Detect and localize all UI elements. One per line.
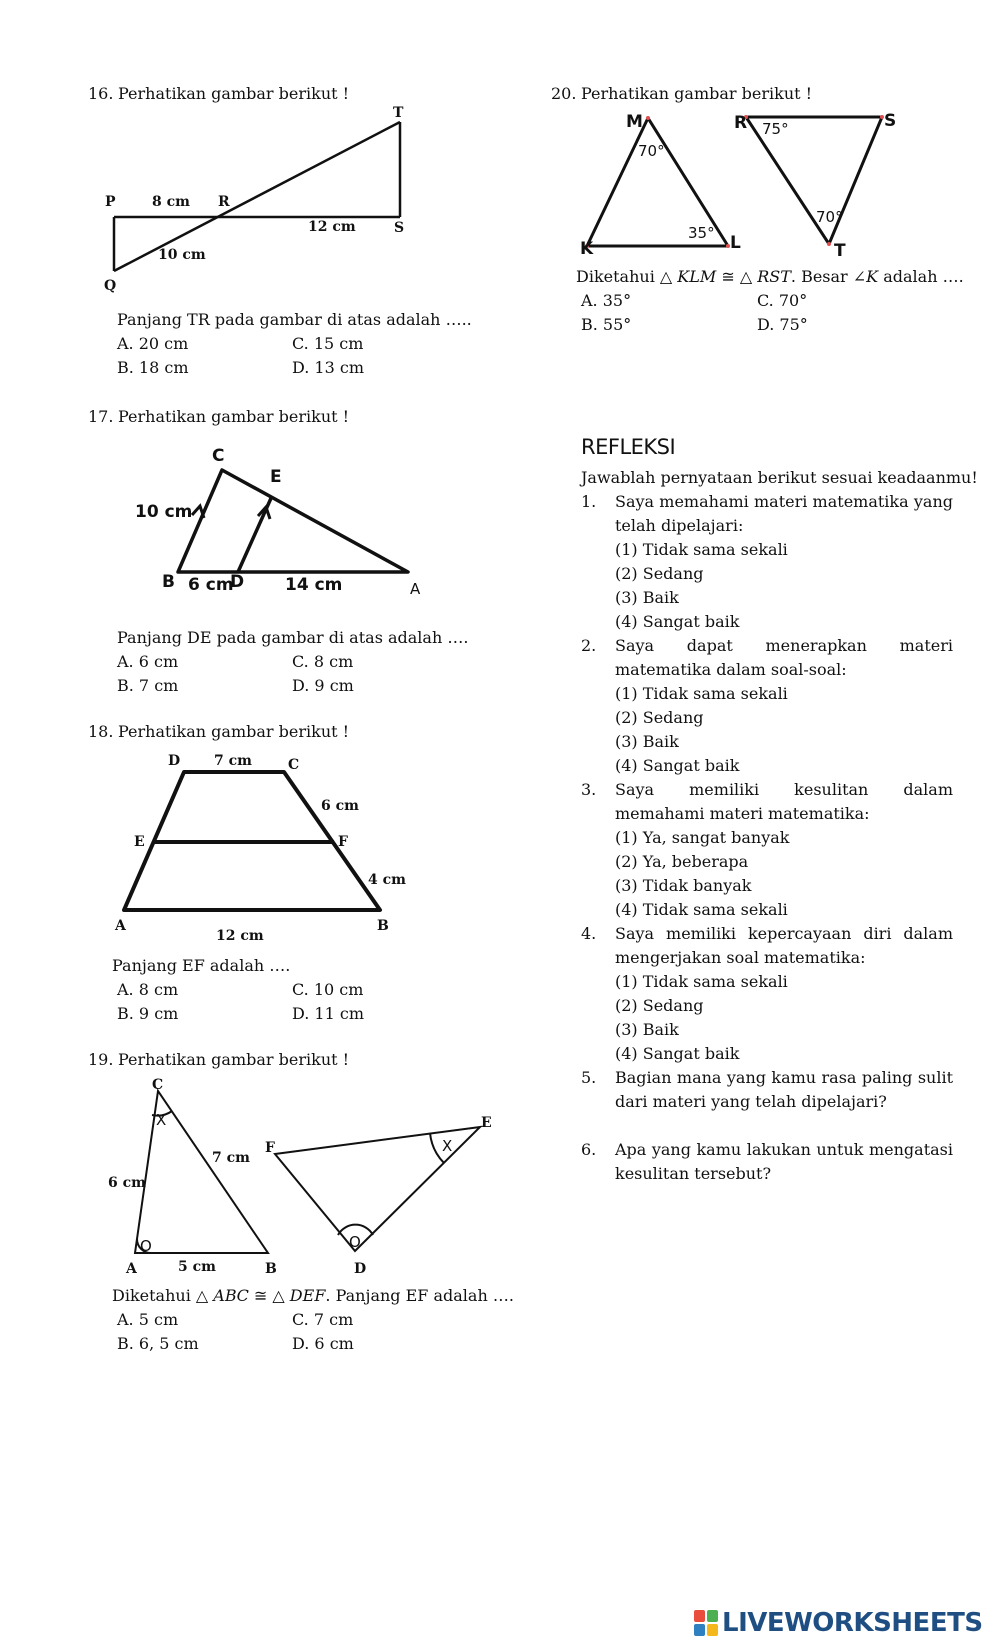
q16-label-q: Q: [104, 278, 117, 294]
q18-prompt: Perhatikan gambar berikut !: [118, 722, 350, 741]
q20-prompt: Perhatikan gambar berikut !: [581, 84, 813, 103]
refleksi-item-number: 3.: [581, 780, 597, 799]
q16-question: Panjang TR pada gambar di atas adalah …..: [117, 310, 472, 329]
q17-length-bd: 6 cm: [188, 575, 234, 595]
q20-angle-m: 70°: [638, 142, 665, 160]
q20-label-r: R: [734, 113, 748, 133]
q17-label-e: E: [270, 467, 282, 487]
q20-figure: [580, 108, 910, 260]
logo-text: LIVEWORKSHEETS: [722, 1608, 983, 1638]
q16-figure: [100, 104, 420, 304]
refleksi-item: [581, 922, 953, 1066]
q19-angle-x-def: X: [442, 1137, 453, 1155]
refleksi-item: [581, 1138, 953, 1186]
q17-option-c[interactable]: C. 8 cm: [292, 652, 354, 671]
q19-label-a: A: [126, 1261, 137, 1277]
q19-length-cb: 7 cm: [212, 1150, 250, 1166]
q19-length-ac: 6 cm: [108, 1175, 146, 1191]
q19-angle-o-abc: O: [140, 1237, 152, 1255]
q18-label-b: B: [377, 918, 389, 934]
q19-label-d: D: [354, 1261, 367, 1277]
logo-tile: [707, 1610, 718, 1622]
refleksi-item-number: 2.: [581, 636, 597, 655]
refleksi-option[interactable]: (3) Baik: [615, 588, 679, 607]
q18-header: [88, 722, 349, 742]
q19-number: 19.: [88, 1050, 114, 1069]
refleksi-option[interactable]: (2) Sedang: [615, 564, 704, 583]
q19-option-a[interactable]: A. 5 cm: [117, 1310, 179, 1329]
q18-length-cf: 6 cm: [321, 798, 359, 814]
refleksi-option[interactable]: (2) Ya, beberapa: [615, 852, 749, 871]
refleksi-option[interactable]: (3) Tidak banyak: [615, 876, 752, 895]
q19-label-b: B: [265, 1261, 277, 1277]
q19-option-b[interactable]: B. 6, 5 cm: [117, 1334, 199, 1353]
q20-header: [551, 84, 812, 104]
q19-option-d[interactable]: D. 6 cm: [292, 1334, 354, 1353]
q17-length-bc: 10 cm: [135, 502, 193, 522]
q18-label-d: D: [168, 753, 181, 769]
logo-tile: [694, 1624, 705, 1636]
q18-figure: [110, 750, 430, 950]
q19-label-f: F: [265, 1140, 275, 1156]
refleksi-option[interactable]: (1) Tidak sama sekali: [615, 684, 788, 703]
refleksi-option[interactable]: (2) Sedang: [615, 708, 704, 727]
q18-number: 18.: [88, 722, 114, 741]
q19-prompt: Perhatikan gambar berikut !: [118, 1050, 350, 1069]
refleksi-title: REFLEKSI: [581, 435, 676, 459]
q19-angle-o-def: O: [349, 1233, 361, 1251]
q20-angle-t: 70°: [816, 208, 843, 226]
q16-length-qr: 10 cm: [158, 247, 206, 263]
refleksi-item-text: Saya memiliki kesulitan dalam memahami materi matematika:: [615, 780, 953, 823]
refleksi-item-number: 6.: [581, 1140, 597, 1159]
refleksi-option[interactable]: (4) Sangat baik: [615, 612, 740, 631]
refleksi-option[interactable]: (1) Tidak sama sekali: [615, 972, 788, 991]
q17-label-b: B: [162, 572, 175, 592]
q16-label-r: R: [218, 194, 230, 210]
refleksi-option[interactable]: (3) Baik: [615, 1020, 679, 1039]
q20-question: Diketahui △ 𝐾𝐿𝑀 ≅ △ 𝑅𝑆𝑇. Besar ∠𝐾 adalah ….: [576, 267, 964, 286]
q18-length-fb: 4 cm: [368, 872, 406, 888]
refleksi-item-text: Saya memahami materi matematika yang telah dipelajari:: [615, 492, 953, 535]
refleksi-option[interactable]: (1) Tidak sama sekali: [615, 540, 788, 559]
refleksi-option[interactable]: (1) Ya, sangat banyak: [615, 828, 790, 847]
q20-label-t: T: [834, 241, 846, 261]
q18-label-f: F: [338, 834, 348, 850]
q20-angle-r: 75°: [762, 120, 789, 138]
q18-option-b[interactable]: B. 9 cm: [117, 1004, 179, 1023]
logo-tile: [694, 1610, 705, 1622]
q16-header: [88, 84, 349, 104]
q20-label-k: K: [580, 239, 594, 259]
q20-label-l: L: [730, 233, 741, 253]
refleksi-option[interactable]: (4) Sangat baik: [615, 756, 740, 775]
refleksi-item: [581, 778, 953, 922]
q17-figure: [120, 440, 440, 605]
q19-option-c[interactable]: C. 7 cm: [292, 1310, 354, 1329]
q17-header: [88, 407, 349, 427]
q16-option-a[interactable]: A. 20 cm: [117, 334, 189, 353]
q20-number: 20.: [551, 84, 577, 103]
refleksi-item-number: 4.: [581, 924, 597, 943]
q20-label-m: M: [626, 112, 643, 132]
refleksi-item-text: Apa yang kamu lakukan untuk mengatasi kesulitan tersebut?: [615, 1140, 953, 1183]
q18-option-a[interactable]: A. 8 cm: [117, 980, 179, 999]
q19-angle-x-abc: X: [156, 1111, 167, 1129]
q17-option-a[interactable]: A. 6 cm: [117, 652, 179, 671]
q17-option-d[interactable]: D. 9 cm: [292, 676, 354, 695]
liveworksheets-logo: [694, 1608, 983, 1638]
q20-option-d[interactable]: D. 75°: [757, 315, 808, 334]
q17-number: 17.: [88, 407, 114, 426]
q18-label-e: E: [134, 834, 145, 850]
refleksi-option[interactable]: (4) Tidak sama sekali: [615, 900, 788, 919]
refleksi-option[interactable]: (3) Baik: [615, 732, 679, 751]
q17-option-b[interactable]: B. 7 cm: [117, 676, 179, 695]
q17-length-da: 14 cm: [285, 575, 343, 595]
q16-label-s: S: [394, 220, 405, 236]
refleksi-item-text: Saya memiliki kepercayaan diri dalam mengerjakan soal matematika:: [615, 924, 953, 967]
q18-length-ab: 12 cm: [216, 928, 264, 944]
q17-label-d: D: [230, 572, 245, 592]
q19-question: Diketahui △ 𝐴𝐵𝐶 ≅ △ 𝐷𝐸𝐹. Panjang EF adalah ….: [112, 1286, 514, 1305]
q19-header: [88, 1050, 349, 1070]
q18-label-c: C: [288, 757, 300, 773]
q20-option-c[interactable]: C. 70°: [757, 291, 808, 310]
q20-label-s: S: [884, 111, 897, 131]
q19-label-e: E: [481, 1115, 492, 1131]
refleksi-item-text: Bagian mana yang kamu rasa paling sulit dari materi yang telah dipelajari?: [615, 1068, 953, 1111]
refleksi-item-number: 5.: [581, 1068, 597, 1087]
refleksi-item: [581, 490, 953, 634]
refleksi-option[interactable]: (4) Sangat baik: [615, 1044, 740, 1063]
q19-length-ab: 5 cm: [178, 1259, 216, 1275]
q17-question: Panjang DE pada gambar di atas adalah ….: [117, 628, 469, 647]
q20-option-a[interactable]: A. 35°: [581, 291, 632, 310]
logo-tile: [707, 1624, 718, 1636]
refleksi-item: [581, 1066, 953, 1114]
q18-option-d[interactable]: D. 11 cm: [292, 1004, 365, 1023]
refleksi-section: [581, 466, 978, 1186]
q20-option-b[interactable]: B. 55°: [581, 315, 632, 334]
refleksi-option[interactable]: (2) Sedang: [615, 996, 704, 1015]
q17-label-a: A: [410, 580, 421, 598]
q18-question: Panjang EF adalah ….: [112, 956, 291, 975]
q16-option-c[interactable]: C. 15 cm: [292, 334, 364, 353]
q17-label-c: C: [212, 446, 225, 466]
q16-prompt: Perhatikan gambar berikut !: [118, 84, 350, 103]
q16-option-d[interactable]: D. 13 cm: [292, 358, 365, 377]
q19-label-c: C: [152, 1077, 164, 1093]
q20-angle-l: 35°: [688, 224, 715, 242]
q16-length-rs: 12 cm: [308, 219, 356, 235]
q19-figure: [100, 1075, 500, 1280]
q16-label-t: T: [393, 105, 404, 121]
refleksi-instruction: Jawablah pernyataan berikut sesuai keadaanmu!: [581, 468, 978, 487]
q16-option-b[interactable]: B. 18 cm: [117, 358, 189, 377]
logo-grid-icon: [694, 1610, 718, 1636]
q18-length-dc: 7 cm: [214, 753, 252, 769]
q16-number: 16.: [88, 84, 114, 103]
q18-label-a: A: [115, 918, 126, 934]
q16-label-p: P: [105, 194, 116, 210]
refleksi-item-number: 1.: [581, 492, 597, 511]
refleksi-item: [581, 634, 953, 778]
q17-prompt: Perhatikan gambar berikut !: [118, 407, 350, 426]
refleksi-item-text: Saya dapat menerapkan materi matematika dalam soal-soal:: [615, 636, 953, 679]
q18-option-c[interactable]: C. 10 cm: [292, 980, 364, 999]
q16-length-pr: 8 cm: [152, 194, 190, 210]
